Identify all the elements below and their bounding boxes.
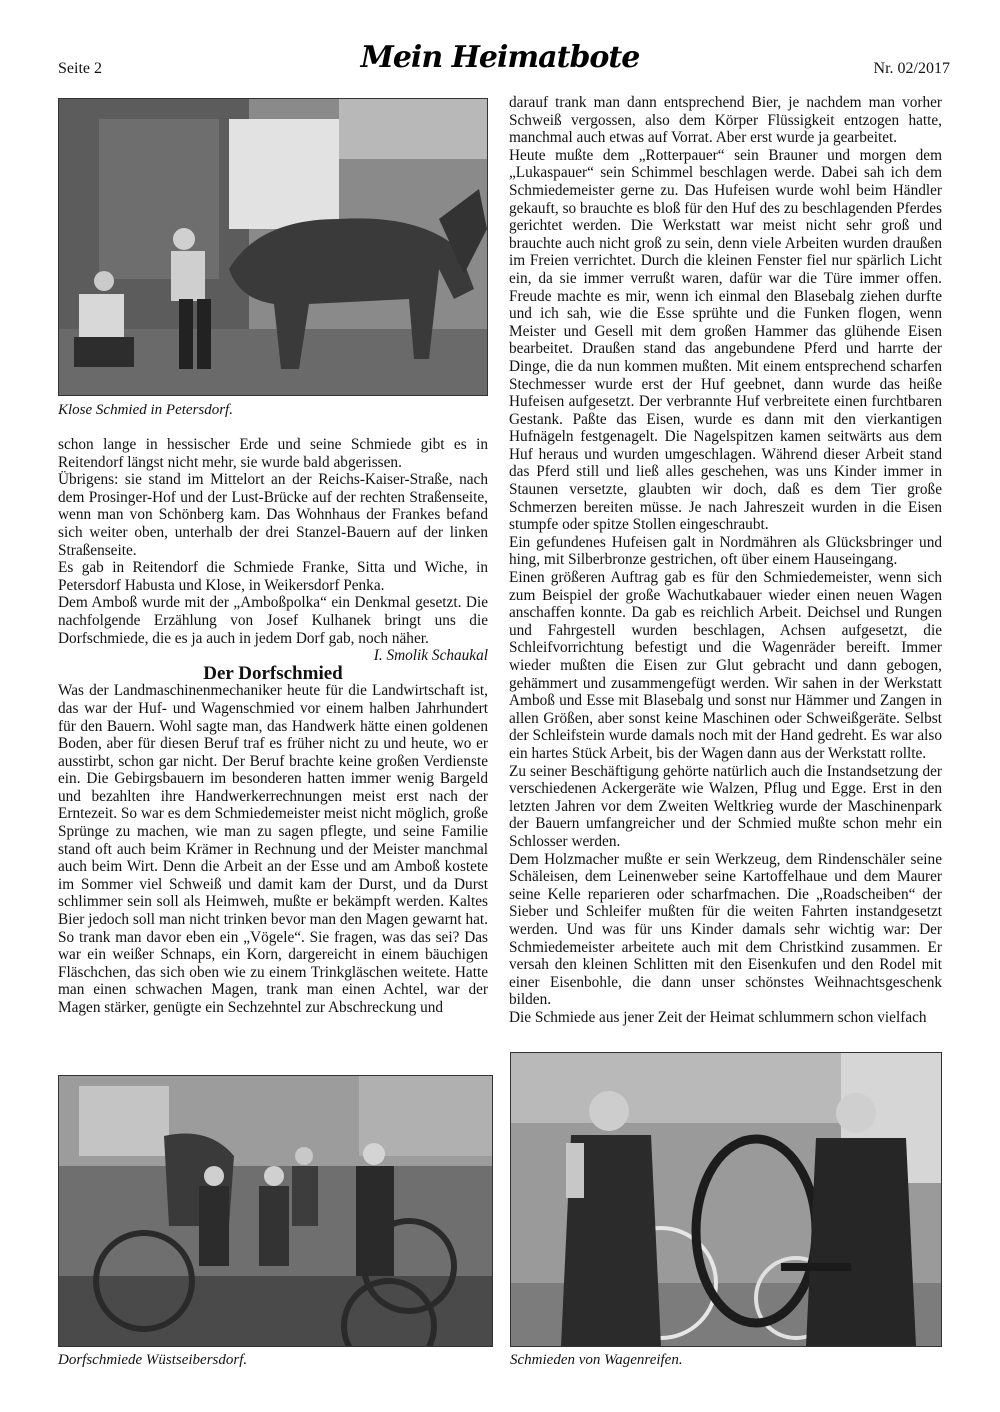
paragraph: Zu seiner Beschäftigung gehörte natürlich auch die Instandsetzung der verschiedenen Ackergeräte wie Walzen, Pflug und Egge. Erst in den letzten Jahren vor dem Zweiten Weltkrieg wurde der Maschinenpark der Bauern umfangreicher und der Schmied mußte schon mehr ein Schlosser werden.	[509, 762, 942, 850]
photo-village-smithy	[58, 1075, 493, 1347]
article-title: Der Dorfschmied	[203, 662, 343, 684]
paragraph: Ein gefundenes Hufeisen galt in Nordmähren als Glücksbringer und hing, mit Silberbronze gestrichen, oft über einem Hauseingang.	[509, 533, 942, 569]
right-column	[509, 94, 942, 1026]
left-column	[58, 436, 488, 1017]
paragraph: Was der Landmaschinenmechaniker heute für die Landwirtschaft ist, das war der Huf- und Wagenschmied vor einem halben Jahrhundert für den Bauern. Wohl sagte man, das Handwerk hätte einen goldenen Boden, aber für diesen Beruf traf es früher nicht zu und heute, wo er ausstirbt, schon gar nicht. Der Beruf brachte keine großen Verdienste ein. Die Gebirgsbauern im besonderen hatten immer wenig Bargeld und bezahlten ihre Handwerkerrechnungen meist erst nach der Erntezeit. So war es dem Schmiedemeister meist nicht möglich, große Sprünge zu machen, wie man zu sagen pflegte, und seine Familie stand oft auch beim Krämer in Rechnung und der Meister manchmal auch beim Wirt. Denn die Arbeit an der Esse und am Amboß kostete im Sommer viel Schweiß und damit kam der Durst, und da Durst schlimmer sein soll als Heimweh, mußte er bekämpft werden. Kaltes Bier jedoch soll man nicht trinken bevor man den Magen gewarnt hat. So trank man davor eben ein „Vögele“. Sie fragen, was das sei? Das war ein weißer Schnaps, ein Korn, dargereicht in einem bäuchigen Fläschchen, das sich oben wie zu einem Trinkgläschen weitete. Hatte man einen schwachen Magen, trank man einen Achtel, war der Magen stärker, genügte ein Sechzehntel zur Abschreckung und	[58, 682, 488, 1016]
paragraph: Übrigens: sie stand im Mittelort an der Reichs-Kaiser-Straße, nach dem Prosinger-Hof und der Lust-Brücke auf der rechten Straßenseite, wenn man von Schönberg kam. Das Wohnhaus der Frankes befand sich weiter oben, unterhalb der drei Stanzel-Bauern auf der linken Straßenseite.	[58, 471, 488, 559]
issue-number: Nr. 02/2017	[873, 60, 950, 77]
paragraph: Es gab in Reitendorf die Schmiede Franke, Sitta und Wiche, in Petersdorf Habusta und Klose, in Weikersdorf Penka.	[58, 559, 488, 594]
paragraph: Heute mußte dem „Rotterpauer“ sein Brauner und morgen dem „Lukaspauer“ sein Schimmel beschlagen werde. Dabei sah ich dem Schmiedemeister gerne zu. Das Hufeisen wurde wohl beim Händler gekauft, so brauchte es bloß für den Huf des zu beschlagenden Pferdes gerichtet werden. Die Werkstatt war meist nicht sehr groß und brauchte auch nicht groß zu sein, denn viele Arbeiten wurden draußen im Freien verrichtet. Durch die kleinen Fenster fiel nur spärlich Licht ein, da sie immer verrußt waren, dafür war die Türe immer offen. Freude machte es mir, wenn ich einmal den Blasebalg ziehen durfte und ich sah, wie die Esse sprühte und die Funken flogen, wenn Meister und Gesell mit dem großen Hammer das glühende Eisen bearbeitet. Draußen stand das angebundene Pferd und harrte der Dinge, die da nun kommen mußten. Mit einem entsprechend scharfen Stechmesser wurde erst der Huf geebnet, dann wurde das heiße Hufeisen aufgesetzt. Der verbrannte Huf verbreitete einen furchtbaren Gestank. Paßte das Eisen, wurde es dann mit den vierkantigen Hufnägeln festgenagelt. Die Nagelspitzen kamen seitwärts aus dem Huf heraus und wurden umgeschlagen. Während dieser Arbeit stand das Pferd still und ließ alles geschehen, was uns Kinder immer in Staunen versetzte, glaubten wir doch, daß es dem Tier große Schmerzen bereiten müsse. Je nach Jahreszeit wurden in die Eisen stumpfe oder spitze Stollen eingeschraubt.	[509, 146, 942, 534]
caption-wheel-forging: Schmieden von Wagenreifen.	[510, 1352, 683, 1368]
masthead-logo: Mein Heimatbote	[360, 40, 640, 75]
author-signature: I. Smolik Schaukal	[373, 647, 488, 665]
paragraph: schon lange in hessischer Erde und seine Schmiede gibt es in Reitendorf längst nicht mehr, sie wurde bald abgerissen.	[58, 436, 488, 471]
paragraph: Die Schmiede aus jener Zeit der Heimat schlummern schon vielfach	[509, 1008, 927, 1026]
paragraph: Einen größeren Auftrag gab es für den Schmiedemeister, wenn sich zum Beispiel der große Wachutkabauer wieder einen neuen Wagen anschaffen konnte. Da gab es reichlich Arbeit. Deichsel und Rungen und Fahrgestell wurden beschlagen, Achsen aufgesetzt, die Schleifvorrichtung befestigt und die Wagenräder bereift. Immer wieder mußten die Eisen zur Glut gebracht und dann gebogen, gehämmert und zusammengefügt werden. Wir sahen in der Werkstatt Amboß und Esse mit Blasebalg und sonst nur Hämmer und Zangen in allen Größen, aber sonst keine Maschinen oder Schweißgeräte. Selbst der Schleifstein wurde damals noch mit der Hand gedreht. Es war also ein hartes Stück Arbeit, bis der Wagen dann aus der Werkstatt rollte.	[509, 569, 942, 762]
page-number: Seite 2	[58, 60, 102, 77]
photo-wheel-forging	[510, 1052, 942, 1347]
caption-village-smithy: Dorfschmiede Wüstseibersdorf.	[58, 1352, 248, 1368]
paragraph: Dem Amboß wurde mit der „Amboßpolka“ ein Denkmal gesetzt. Die nachfolgende Erzählung von Josef Kulhanek bringt uns die Dorfschmiede, die es ja auch in jedem Dorf gab, noch näher.	[58, 594, 488, 647]
paragraph: Dem Holzmacher mußte er sein Werkzeug, dem Rindenschäler seine Schäleisen, dem Leinenweber seine Kartoffelhaue und dem Maurer seine Kelle reparieren oder scharfmachen. Die „Roadscheiben“ der Sieber und Schleifer mußten für die weiten Fahrten instandgesetzt werden. Und was für uns Kinder damals sehr wichtig war: Der Schmiedemeister arbeitete auch mit dem Christkind zusammen. Er versah den kleinen Schlitten mit den Eisenkufen und den Rodel mit einer Eisenbohle, die dann unser schönstes Weihnachtsgeschenk bilden.	[509, 850, 942, 1009]
paragraph: darauf trank man dann entsprechend Bier, je nachdem man vorher Schweiß vergossen, also dem Körper Flüssigkeit entzogen hatte, manchmal auch etwas auf Vorrat. Aber erst wurde ja gearbeitet.	[509, 94, 942, 147]
caption-horse-shoeing: Klose Schmied in Petersdorf.	[58, 402, 233, 418]
photo-horse-shoeing	[58, 98, 488, 396]
